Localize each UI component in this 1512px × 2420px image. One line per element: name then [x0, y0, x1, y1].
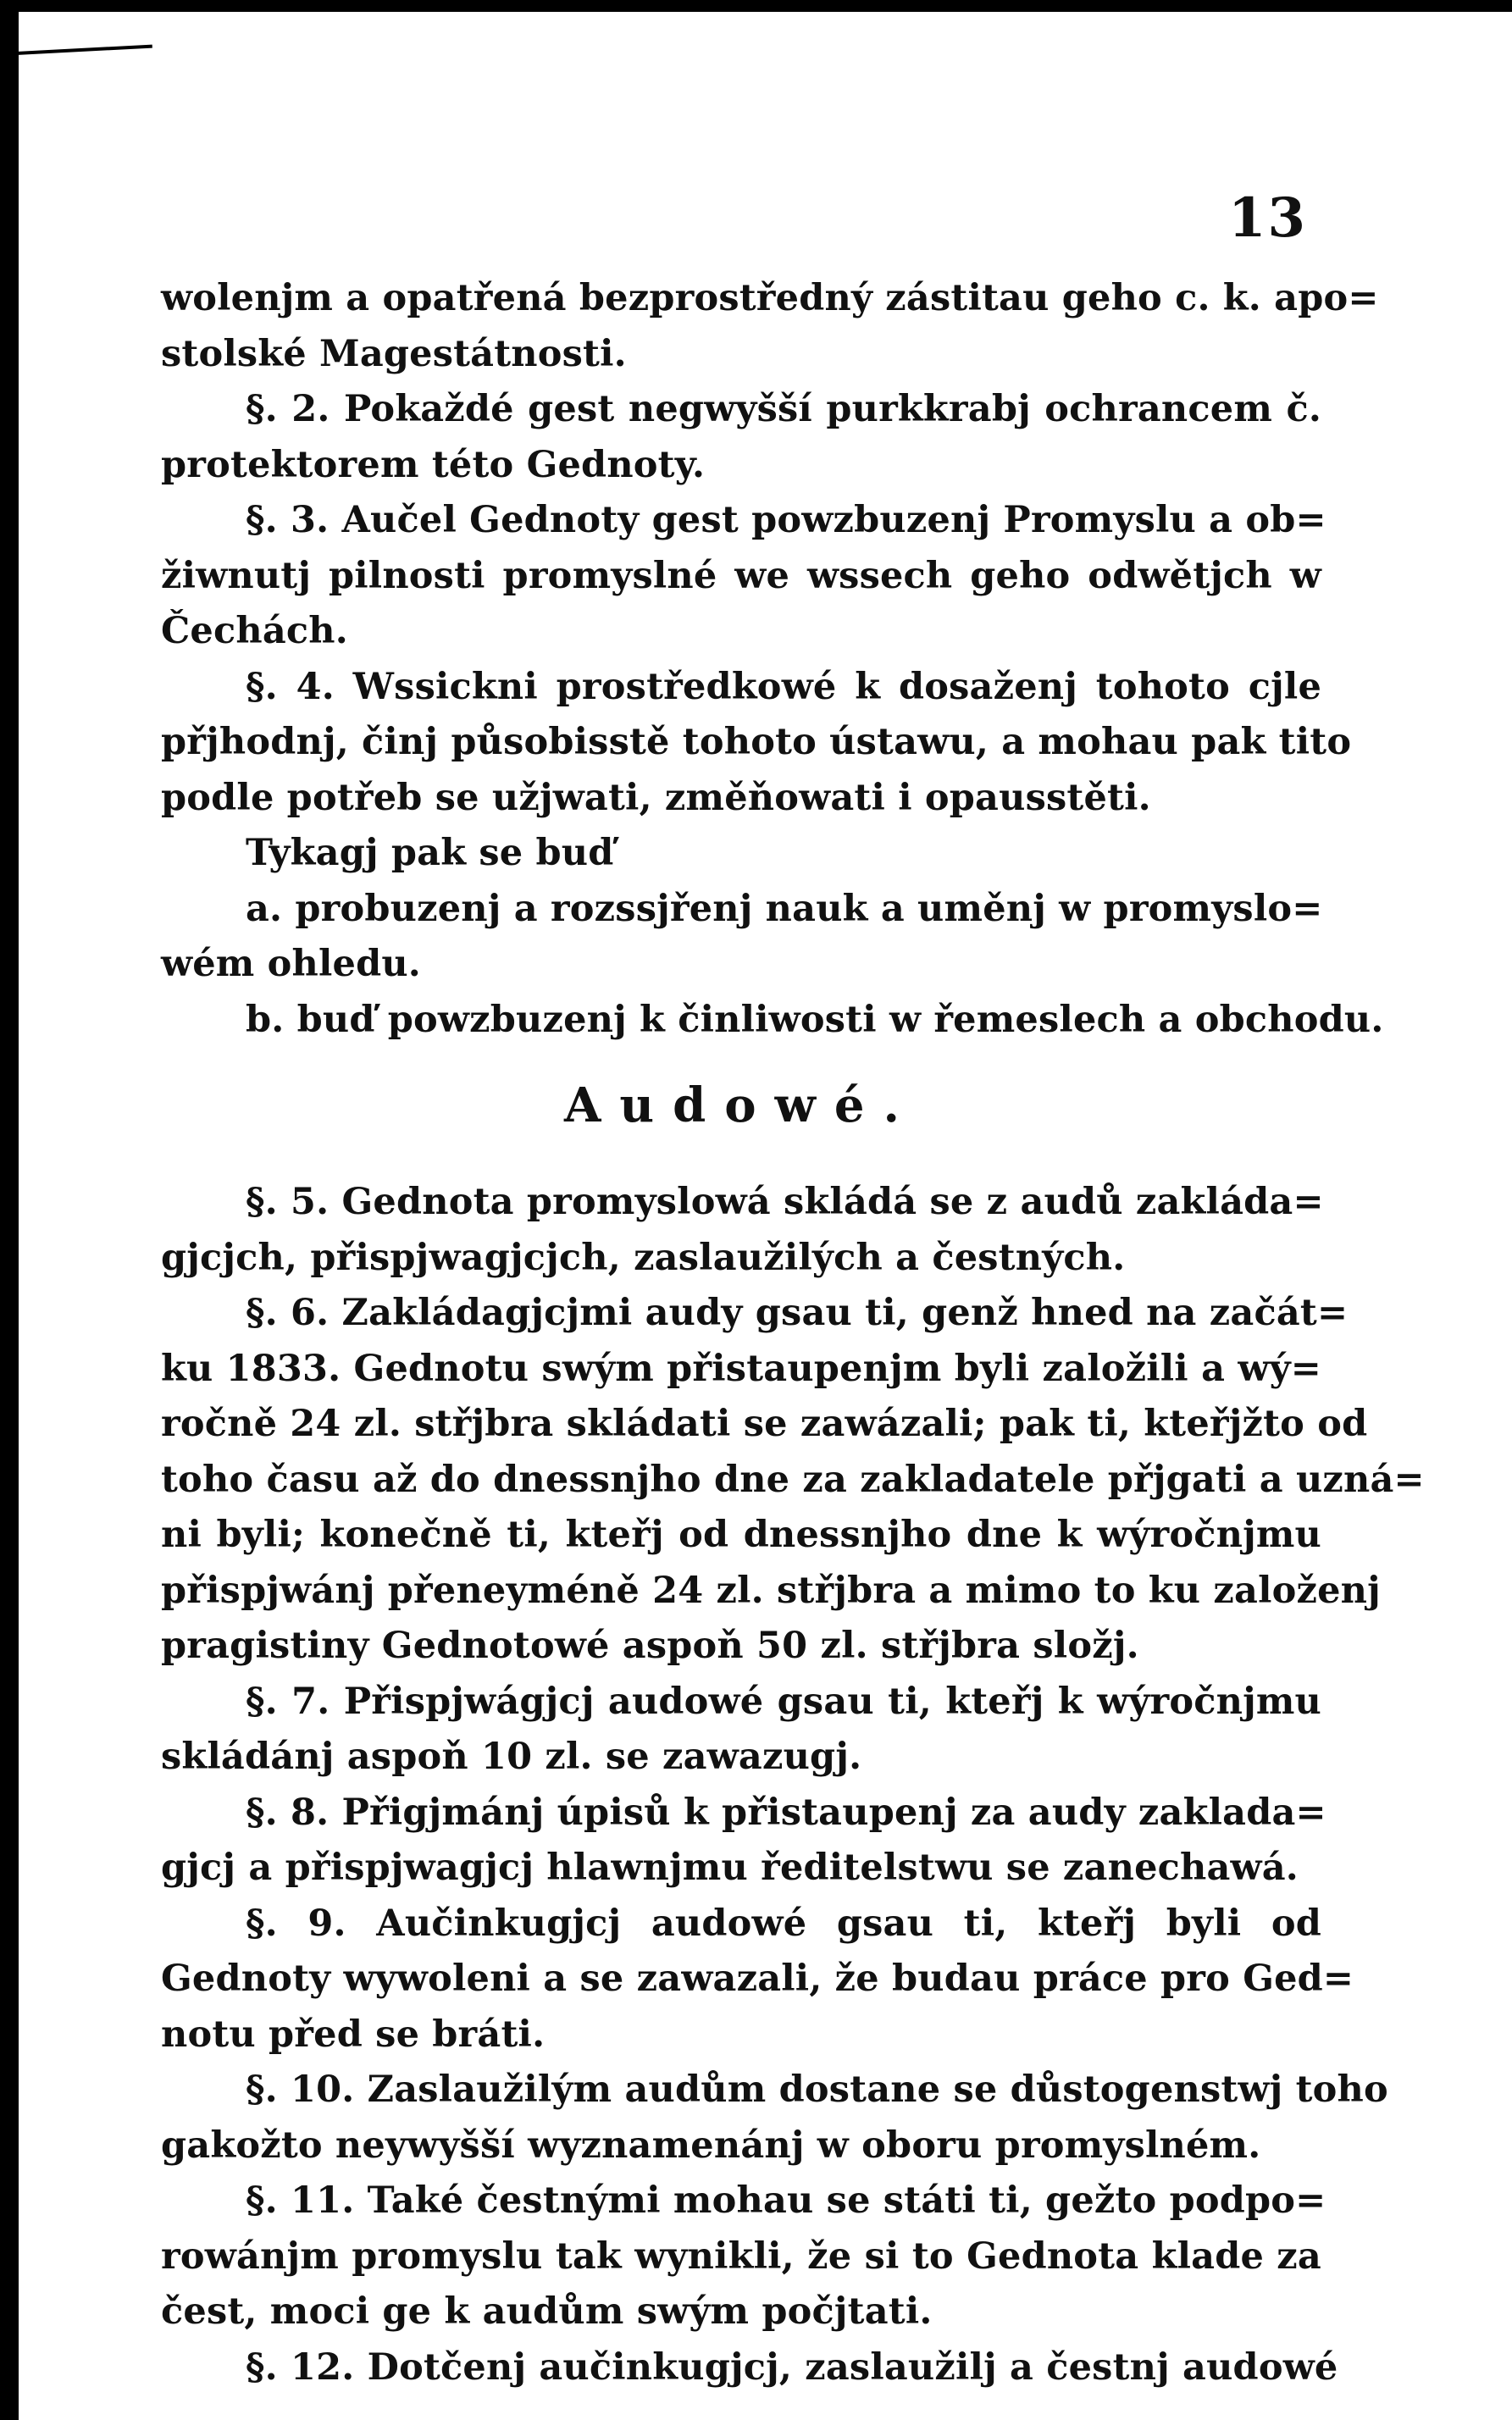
text-line: přispjwánj přeneyméně 24 zl. střjbra a mimo to ku založenj — [161, 1569, 1381, 1612]
text-line: skládánj aspoň 10 zl. se zawazugj. — [161, 1736, 862, 1778]
paragraph — [161, 1786, 1326, 1897]
text-line: gjcjch, přispjwagjcjch, zaslaužilých a čestných. — [161, 1236, 1126, 1279]
text-line: §. 6. Zakládagjcjmi audy gsau ti, genž hned na začát= — [246, 1292, 1349, 1334]
scan-corner-mark — [0, 45, 152, 56]
text-line: §. 3. Aučel Gednoty gest powzbuzenj Promyslu a ob= — [246, 499, 1326, 541]
text-line: b. buď powzbuzenj k činliwosti w řemeslech a obchodu. — [246, 998, 1384, 1041]
paragraph — [161, 1675, 1321, 1786]
text-line: notu před se bráti. — [161, 2013, 546, 2056]
section-heading: Audowé. — [563, 1077, 918, 1133]
text-line: §. 8. Přigjmánj úpisů k přistaupenj za audy zaklada= — [246, 1791, 1326, 1834]
text-line: žiwnutj pilnosti promyslné we wssech geho odwětjch w — [161, 554, 1321, 597]
paragraph — [161, 2063, 1388, 2174]
text-line: §. 2. Pokaždé gest negwyšší purkkrabj ochrancem č. — [246, 388, 1321, 430]
paragraph — [161, 1286, 1425, 1675]
text-line: gakožto neywyšší wyznamenánj w oboru promyslném. — [161, 2124, 1261, 2167]
text-line: gjcj a přispjwagjcj hlawnjmu ředitelstwu se zanechawá. — [161, 1847, 1299, 1889]
text-line: stolské Magestátnosti. — [161, 332, 627, 375]
bottom-paragraphs — [161, 1175, 1425, 2395]
text-line: podle potřeb se užjwati, změňowati i opausstěti. — [161, 776, 1151, 819]
paragraph — [161, 826, 1321, 882]
paragraph — [161, 882, 1321, 993]
paragraph — [161, 271, 1379, 382]
paragraph — [161, 993, 1384, 1049]
text-line: toho času až do dnessnjho dne za zakladatele přjgati a uzná= — [161, 1458, 1425, 1501]
text-line: §. 12. Dotčenj aučinkugjcj, zaslaužilj a čestnj audowé — [246, 2345, 1338, 2389]
paragraph — [161, 660, 1352, 827]
text-block — [161, 271, 1425, 2395]
top-paragraphs — [161, 271, 1384, 1048]
text-line: a. probuzenj a rozssjřenj nauk a uměnj w promyslo= — [246, 887, 1323, 930]
paragraph — [161, 493, 1326, 660]
text-line: §. 4. Wssickni prostředkowé k dosaženj tohoto cjle — [246, 665, 1321, 708]
text-line: §. 10. Zaslaužilým audům dostane se důstogenstwj toho — [246, 2068, 1388, 2111]
text-line: přjhodnj, činj působisstě tohoto ústawu, a mohau pak tito — [161, 721, 1352, 763]
text-line: ni byli; konečně ti, kteřj od dnessnjho dne k wýročnjmu — [161, 1514, 1321, 1556]
book-page — [161, 0, 1425, 2420]
text-line: Čechách. — [161, 610, 348, 652]
paragraph — [161, 2340, 1338, 2396]
heading-spacer — [161, 1163, 1321, 1175]
text-line: protektorem této Gednoty. — [161, 443, 706, 486]
text-line: pragistiny Gednotowé aspoň 50 zl. střjbra složj. — [161, 1625, 1139, 1667]
text-line: Gednoty wywoleni a se zawazali, že budau práce pro Ged= — [161, 1958, 1354, 2000]
text-line: §. 11. Také čestnými mohau se státi ti, gežto podpo= — [246, 2179, 1326, 2222]
text-line: §. 5. Gednota promyslowá skládá se z audů zakláda= — [246, 1181, 1324, 1223]
text-line: ročně 24 zl. střjbra skládati se zawázali; pak ti, kteřjžto od — [161, 1403, 1368, 1445]
text-line: §. 9. Aučinkugjcj audowé gsau ti, kteřj byli od — [246, 1902, 1321, 1945]
page-number: 13 — [1228, 186, 1308, 250]
paragraph — [161, 2174, 1326, 2340]
text-line: wém ohledu. — [161, 943, 421, 985]
text-line: rowánjm promyslu tak wynikli, že si to Gednota klade za — [161, 2234, 1321, 2278]
text-line: wolenjm a opatřená bezprostředný zástitau geho c. k. apo= — [161, 277, 1379, 319]
text-line: čest, moci ge k audům swým počjtati. — [161, 2290, 933, 2333]
paragraph — [161, 382, 1321, 493]
text-line: Tykagj pak se buď — [246, 832, 614, 874]
text-line: ku 1833. Gednotu swým přistaupenjm byli založili a wý= — [161, 1347, 1321, 1390]
text-line: §. 7. Přispjwágjcj audowé gsau ti, kteřj k wýročnjmu — [246, 1680, 1321, 1723]
scan-frame-left — [0, 0, 19, 2420]
paragraph — [161, 1175, 1324, 1286]
paragraph — [161, 1897, 1354, 2063]
